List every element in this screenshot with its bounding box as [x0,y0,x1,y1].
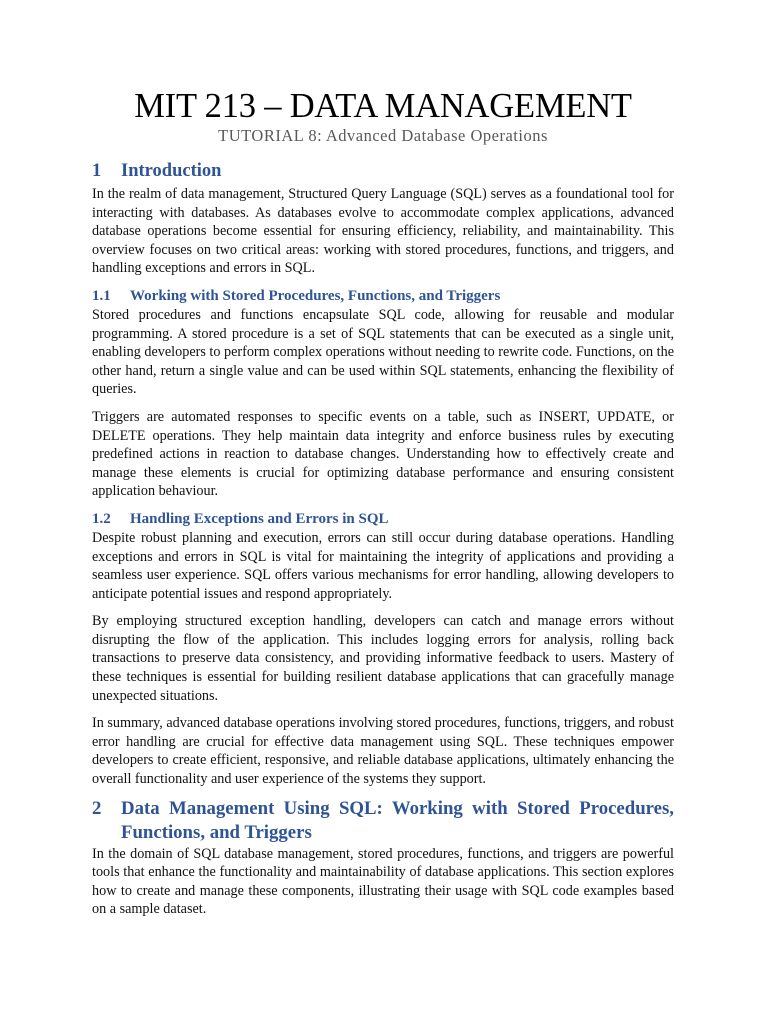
paragraph: Triggers are automated responses to specific events on a table, such as INSERT, UPDATE, or DELETE operations. They help maintain data integrity and enforce business rules by executing predefined actions in reaction to database changes. Understanding how to effectively create and manage these elements is crucial for optimizing database performance and ensuring consistent application behaviour. [92,408,674,500]
subsection-heading-stored-procedures [92,287,674,305]
paragraph: Despite robust planning and execution, errors can still occur during database operations. Handling exceptions and errors in SQL is vital for maintaining the integrity of applications and providing a seamless user experience. SQL offers various mechanisms for error handling, allowing developers to anticipate potential issues and respond appropriately. [92,529,674,602]
section-title: Introduction [121,161,222,181]
document-subtitle: TUTORIAL 8: Advanced Database Operations [218,126,548,145]
section-number: 1 [92,161,102,181]
subsection-title: Working with Stored Procedures, Functions, and Triggers [130,287,501,304]
subsection-title: Handling Exceptions and Errors in SQL [130,510,389,527]
paragraph: Stored procedures and functions encapsulate SQL code, allowing for reusable and modular programming. A stored procedure is a set of SQL statements that can be executed as a single unit, enabling developers to perform complex operations without needing to rewrite code. Functions, on the other hand, return a single value and can be used within SQL statements, enhancing the flexibility of queries. [92,306,674,398]
section-title: Data Management Using SQL: Working with Stored Procedures, Functions, and Triggers [121,797,674,843]
subsection-heading-exceptions [92,510,674,528]
subsection-number: 1.1 [92,287,111,304]
section-heading-data-management [92,797,674,845]
document-title: MIT 213 – DATA MANAGEMENT [134,87,632,125]
paragraph: By employing structured exception handling, developers can catch and manage errors without disrupting the flow of the application. This includes logging errors for analysis, rolling back transactions to preserve data consistency, and providing informative feedback to users. Mastery of these techniques is essential for building resilient database applications that can gracefully manage unexpected situations. [92,613,674,704]
paragraph: In the domain of SQL database management, stored procedures, functions, and triggers are powerful tools that enhance the functionality and maintainability of database applications. This section explores how to create and manage these components, illustrating their usage with SQL code examples based on a sample dataset. [92,845,674,918]
document-page [92,86,674,928]
paragraph: In the realm of data management, Structured Query Language (SQL) serves as a foundational tool for interacting with databases. As databases evolve to accommodate complex applications, advanced database operations become essential for ensuring efficiency, reliability, and maintainability. This overview focuses on two critical areas: working with stored procedures, functions, and triggers, and handling exceptions and errors in SQL. [92,186,674,277]
section-number: 2 [92,797,102,819]
paragraph: In summary, advanced database operations involving stored procedures, functions, triggers, and robust error handling are crucial for effective data management using SQL. These techniques empower developers to create efficient, responsive, and reliable database applications, ultimately enhancing the overall functionality and user experience of the systems they support. [92,715,674,788]
section-heading-introduction [92,160,674,182]
subsection-number: 1.2 [92,510,111,527]
